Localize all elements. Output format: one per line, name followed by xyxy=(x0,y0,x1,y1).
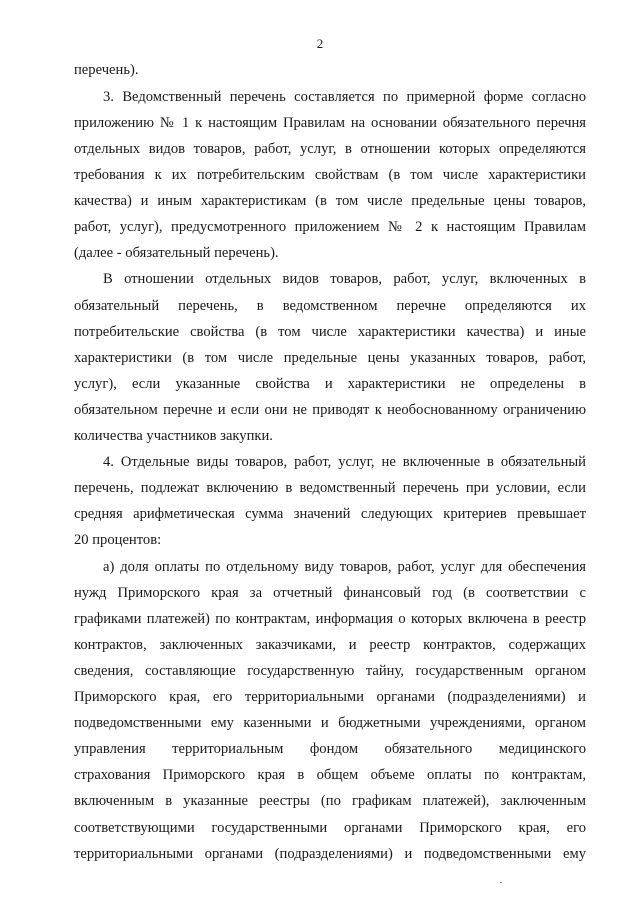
text-line: графиками платежей) по контрактам, информация о которых включена в реестр xyxy=(74,611,586,627)
text-line: соответствующими государственными органами Приморского края, его xyxy=(74,820,586,836)
text-line: нужд Приморского края за отчетный финансовый год (в соответствии с xyxy=(74,585,586,601)
text-line: 3. Ведомственный перечень составляется по примерной форме согласно xyxy=(103,89,586,105)
text-line: страхования Приморского края в общем объеме оплаты по контрактам, xyxy=(74,767,586,783)
text-line: а) доля оплаты по отдельному виду товаров, работ, услуг для обеспечения xyxy=(103,559,586,575)
text-line: перечень, подлежат включению в ведомственный перечень при условии, если xyxy=(74,480,586,496)
text-line: приложению № 1 к настоящим Правилам на основании обязательного перечня xyxy=(74,115,586,131)
text-line: услуг), если указанные свойства и характеристики не определены в xyxy=(74,376,586,392)
text-line: работ, услуг), предусмотренного приложением № 2 к настоящим Правилам xyxy=(74,219,586,235)
text-line: включенным в указанные реестры (по графикам платежей), заключенным xyxy=(74,793,586,809)
text-line: качества) и иным характеристикам (в том числе предельные цены товаров, xyxy=(74,193,586,209)
text-line: потребительские свойства (в том числе характеристики качества) и иные xyxy=(74,324,586,340)
text-line: 4. Отдельные виды товаров, работ, услуг, не включенные в обязательный xyxy=(103,454,586,470)
page-number: 2 xyxy=(316,36,324,51)
text-line: отдельных видов товаров, работ, услуг, в отношении которых определяются xyxy=(74,141,586,157)
text-line: перечень). xyxy=(74,62,139,78)
text-line: контрактов, заключенных заказчиками, и реестр контрактов, содержащих xyxy=(74,637,586,653)
text-line: обязательном перечне и если они не приводят к необоснованному ограничению xyxy=(74,402,586,418)
text-line: 20 процентов: xyxy=(74,532,162,548)
text-line: сведения, составляющие государственную тайну, государственным органом xyxy=(74,663,586,679)
text-line: подведомственными ему казенными и бюджетными учреждениями, органом xyxy=(74,715,586,731)
text-line: средняя арифметическая сумма значений следующих критериев превышает xyxy=(74,506,586,522)
text-line: В отношении отдельных видов товаров, работ, услуг, включенных в xyxy=(103,271,586,287)
text-line: обязательный перечень, в ведомственном перечне определяются их xyxy=(74,298,586,314)
text-line: Приморского края, его территориальными органами (подразделениями) и xyxy=(74,689,586,705)
text-line: требования к их потребительским свойствам (в том числе характеристики xyxy=(74,167,586,183)
text-line: управления территориальным фондом обязательного медицинского xyxy=(74,741,586,757)
text-line: (далее - обязательный перечень). xyxy=(74,245,279,261)
text-line: количества участников закупки. xyxy=(74,428,273,444)
scan-speck xyxy=(500,882,502,883)
text-line: территориальными органами (подразделениями) и подведомственными ему xyxy=(74,846,586,862)
text-line: характеристики (в том числе предельные цены указанных товаров, работ, xyxy=(74,350,586,366)
